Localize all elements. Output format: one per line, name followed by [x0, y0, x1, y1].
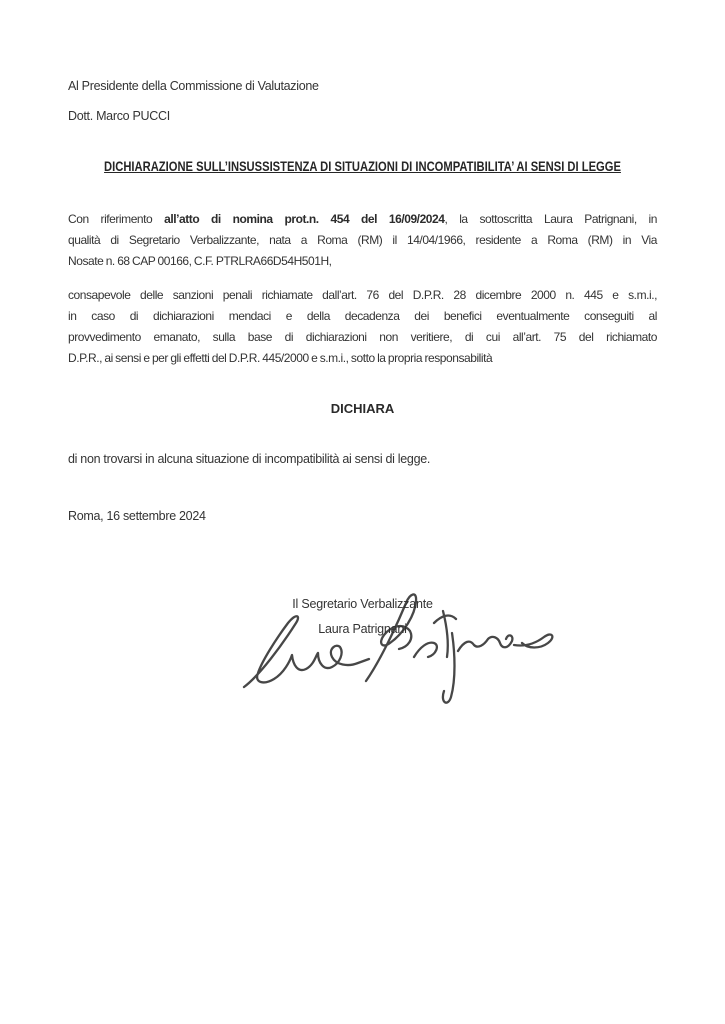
addressee-line-1: Al Presidente della Commissione di Valutazione	[68, 79, 319, 93]
signature-role: Il Segretario Verbalizzante	[292, 597, 433, 611]
paragraph-2-line-3: provvedimento emanato, sulla base di dichiarazioni non veritiere, di cui all’art. 75 del richiamato	[68, 330, 657, 344]
p1-line1-suffix: , la sottoscritta Laura Patrignani, in	[444, 212, 657, 226]
paragraph-2-line-4: D.P.R., ai sensi e per gli effetti del D.P.R. 445/2000 e s.m.i., sotto la propria responsabilità	[68, 351, 493, 365]
date-line: Roma, 16 settembre 2024	[68, 509, 206, 523]
declaration-line: di non trovarsi in alcuna situazione di incompatibilità ai sensi di legge.	[68, 452, 431, 466]
signature-stroke-p	[366, 594, 416, 681]
signature-name: Laura Patrignani	[318, 622, 407, 636]
p1-line1-prefix: Con riferimento	[68, 212, 165, 226]
paragraph-1-line-1	[68, 209, 657, 230]
addressee-line-2: Dott. Marco PUCCI	[68, 109, 170, 123]
paragraph-1	[68, 209, 657, 272]
p1-line1-bold: all’atto di nomina prot.n. 454 del 16/09/2024	[164, 212, 445, 226]
dichiara-heading: DICHIARA	[330, 401, 395, 416]
document-title: DICHIARAZIONE SULL’INSUSSISTENZA DI SITUAZIONI DI INCOMPATIBILITA’ AI SENSI DI LEGGE	[104, 158, 621, 174]
paragraph-1-line-3: Nosate n. 68 CAP 00166, C.F. PTRLRA66D54H501H,	[68, 254, 332, 268]
signature-stroke-left	[244, 616, 369, 687]
paragraph-2	[68, 285, 657, 369]
paragraph-1-line-2: qualità di Segretario Verbalizzante, nata a Roma (RM) il 14/04/1966, residente a Roma (RM) in Via	[68, 233, 657, 247]
signature-stroke-right	[414, 611, 552, 703]
paragraph-2-line-2: in caso di dichiarazioni mendaci e della decadenza dei benefici eventualmente conseguiti al	[68, 309, 657, 323]
paragraph-2-line-1: consapevole delle sanzioni penali richiamate dall’art. 76 del D.P.R. 28 dicembre 2000 n. 445 e s.m.i.,	[68, 288, 657, 302]
handwritten-signature	[238, 583, 558, 713]
